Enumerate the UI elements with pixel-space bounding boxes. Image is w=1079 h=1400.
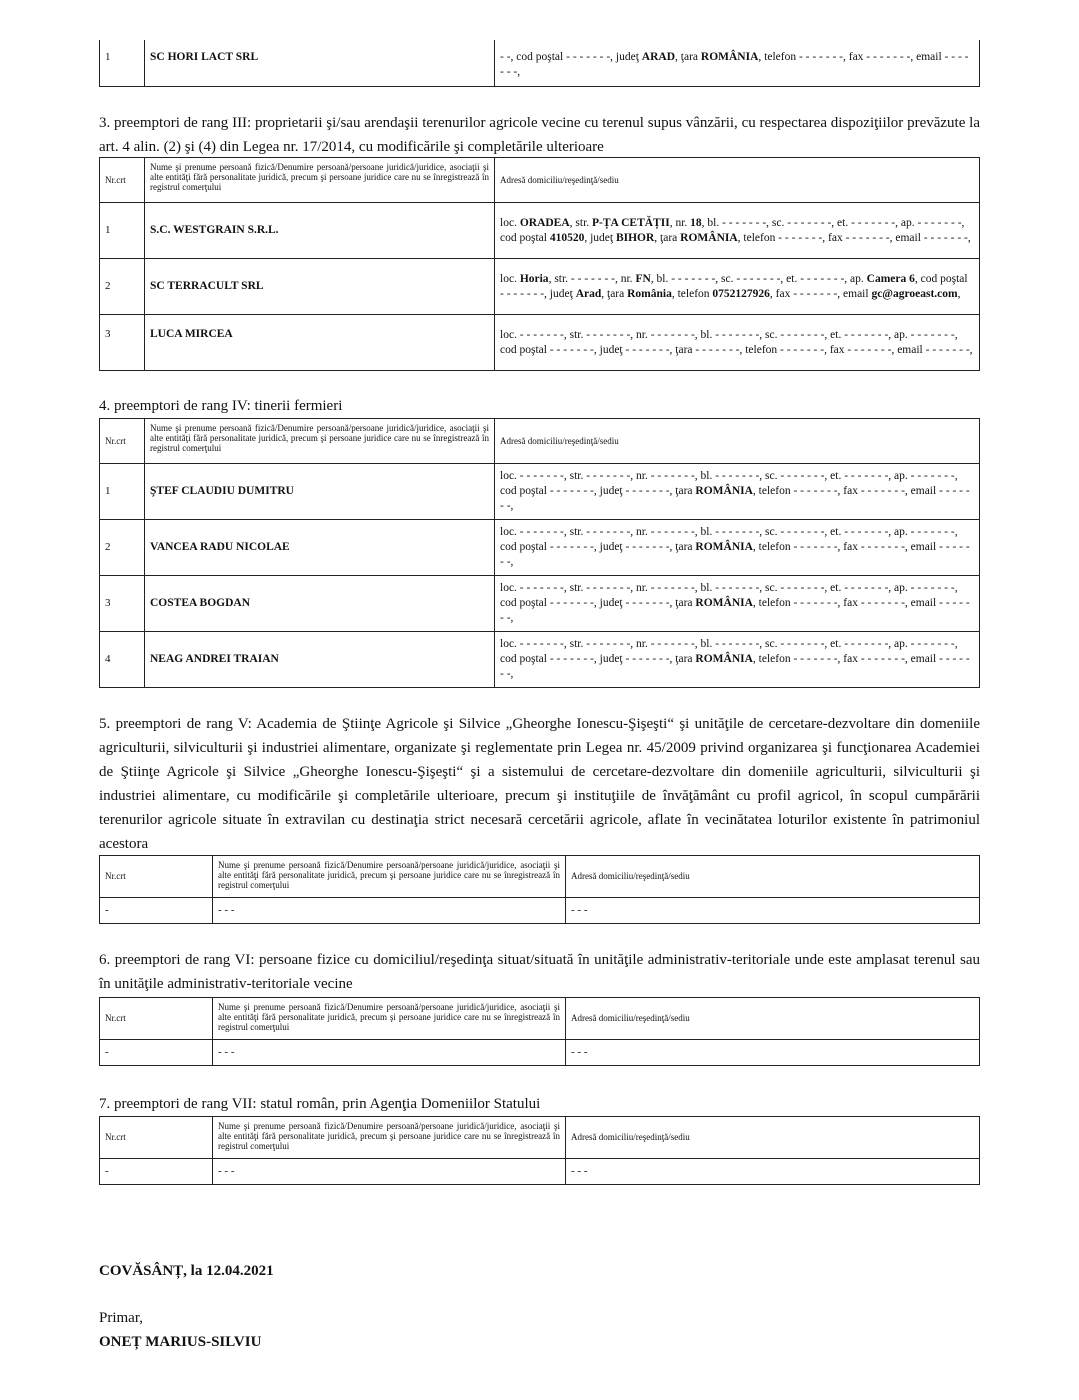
table-row xyxy=(100,40,980,86)
address-text: , ţara xyxy=(654,231,681,244)
table-header-row xyxy=(100,419,980,464)
address-value: ARAD xyxy=(641,51,676,63)
table-row xyxy=(100,576,980,632)
address-value: BIHOR xyxy=(615,231,655,244)
address-text: , telefon - - - - - - -, fax - - - - - - -, email - - - - - - -, xyxy=(500,51,969,78)
preemptor-address xyxy=(495,632,980,688)
preemptor-address xyxy=(495,315,980,371)
table-header-row xyxy=(100,856,980,898)
header-nr: Nr.crt xyxy=(100,158,145,203)
table-header-row xyxy=(100,1117,980,1159)
preemptor-address xyxy=(495,576,980,632)
header-name: Nume şi prenume persoană fizică/Denumire persoană/persoane juridică/juridice, asociaţii şi alte entităţi fără personalitate juridică, precum şi persoane juridice care nu se înregistrează în registrul comerţului xyxy=(213,1117,566,1159)
address-value: 18 xyxy=(690,216,702,229)
header-name: Nume şi prenume persoană fizică/Denumire persoană/persoane juridică/juridice, asociaţii şi alte entităţi fără personalitate juridică, precum şi persoane juridice care nu se înregistrează în registrul comerţului xyxy=(145,419,495,464)
address-text: loc. xyxy=(500,272,520,285)
header-address: Adresă domiciliu/reşedinţă/sediu xyxy=(495,419,980,464)
address-value: România xyxy=(627,287,672,300)
preemptor-address xyxy=(495,464,980,520)
header-address: Adresă domiciliu/reşedinţă/sediu xyxy=(495,158,980,203)
address-value: ORADEA xyxy=(519,216,570,229)
header-nr: Nr.crt xyxy=(100,998,213,1040)
address-text: , ţara xyxy=(675,51,701,63)
rang5-title: 5. preemptori de rang V: Academia de Ştiinţe Agricole şi Silvice „Gheorghe Ionescu-Şişeşti“ şi unităţile de cercetare-dezvoltare din domeniile agriculturii, silviculturii şi industriei alimentare, organizate şi reglementate prin Legea nr. 45/2009 privind organizarea şi funcţionarea Academiei de Ştiinţe Agricole şi Silvice „Gheorghe Ionescu-Şişeşti“ şi a sistemului de cercetare-dezvoltare din domeniile agriculturii, silviculturii şi industriei alimentare, cu modificările şi completările ulterioare, precum şi instituţiile de învăţământ cu profil agricol, în scopul cumpărării terenurilor agricole situate în extravilan cu destinaţia strict necesară cercetării agricole, aflate în vecinătatea loturilor existente în patrimoniul acestora xyxy=(99,716,980,852)
header-address: Adresă domiciliu/reşedinţă/sediu xyxy=(566,1117,980,1159)
address-text: , cod poştal - - - - - - -, judeţ xyxy=(500,272,968,300)
preemptor-name: NEAG ANDREI TRAIAN xyxy=(145,632,495,688)
address-text: , telefon - - - - - - -, fax - - - - - - -, email - - - - - - -, xyxy=(500,597,970,624)
address-text: , telefon - - - - - - -, fax - - - - - - -, email - - - - - - -, xyxy=(500,653,970,680)
preemptor-name: LUCA MIRCEA xyxy=(145,315,495,371)
address-value: Camera 6 xyxy=(866,272,915,285)
row-number: 2 xyxy=(100,259,145,315)
preemptor-name: VANCEA RADU NICOLAE xyxy=(145,520,495,576)
address-text: , fax - - - - - - -, email xyxy=(769,287,872,300)
table-row xyxy=(100,632,980,688)
table-row xyxy=(100,520,980,576)
address-text: loc. xyxy=(500,216,520,229)
preemptor-name: - - - xyxy=(213,1040,566,1066)
header-name: Nume şi prenume persoană fizică/Denumire persoană/persoane juridică/juridice, asociaţii şi alte entităţi fără personalitate juridică, precum şi persoane juridice care nu se înregistrează în registrul comerţului xyxy=(213,856,566,898)
header-nr: Nr.crt xyxy=(100,1117,213,1159)
preemptor-name: ŞTEF CLAUDIU DUMITRU xyxy=(145,464,495,520)
header-address: Adresă domiciliu/reşedinţă/sediu xyxy=(566,856,980,898)
rang5-table xyxy=(99,855,980,924)
address-value: 0752127926 xyxy=(712,287,770,300)
rang7-table xyxy=(99,1116,980,1185)
row-number: - xyxy=(100,1159,213,1185)
address-text: - -, cod poştal - - - - - - -, judeţ xyxy=(500,51,642,63)
address-text: , nr. xyxy=(669,216,691,229)
address-text: , telefon - - - - - - -, fax - - - - - - -, email - - - - - - -, xyxy=(737,231,971,244)
preemptor-name: S.C. WESTGRAIN S.R.L. xyxy=(145,203,495,259)
address-value: ROMÂNIA xyxy=(695,541,753,553)
table-row xyxy=(100,259,980,315)
rang6-title: 6. preemptori de rang VI: persoane fizice cu domiciliul/reşedinţa situat/situată în unităţile administrativ-teritoriale unde este amplasat terenul sau în unităţile administrativ-teritoriale vecine xyxy=(99,952,980,992)
address-text: loc. - - - - - - -, str. - - - - - - -, nr. - - - - - - -, bl. - - - - - - -, sc. - - - - - - -, et. - - - - - - -, ap. - - - - - - -, cod poştal - - - - - - -, judeţ - - - - - - -, ţara xyxy=(500,470,958,497)
row-number: - xyxy=(100,1040,213,1066)
address-value: ROMÂNIA xyxy=(695,597,753,609)
table-row xyxy=(100,315,980,371)
table-row xyxy=(100,1159,980,1185)
address-text: , str. xyxy=(569,216,593,229)
table-header-row xyxy=(100,158,980,203)
row-number: - xyxy=(100,898,213,924)
row-number: 1 xyxy=(100,40,145,86)
address-text: , bl. - - - - - - -, sc. - - - - - - -, et. - - - - - - -, ap. - - - - - - -, cod poştal xyxy=(500,216,965,244)
address-text: loc. - - - - - - -, str. - - - - - - -, nr. - - - - - - -, bl. - - - - - - -, sc. - - - - - - -, et. - - - - - - -, ap. - - - - - - -, cod poştal - - - - - - -, judeţ - - - - - - -, ţara - - - - - - -, telefon - - - - - - -, fax - - - - - - -, email - - - - - - -, xyxy=(500,328,973,356)
table-header-row xyxy=(100,998,980,1040)
address-text: , ţara xyxy=(601,287,628,300)
table-row xyxy=(100,464,980,520)
rang6-table xyxy=(99,997,980,1066)
address-value: ROMÂNIA xyxy=(680,231,738,244)
address-value: gc@agroeast.com xyxy=(871,287,958,300)
preemptor-address xyxy=(495,520,980,576)
rang2-table-tail xyxy=(99,40,980,87)
signatory-name: ONEȚ MARIUS-SILVIU xyxy=(99,1334,262,1350)
row-number: 3 xyxy=(100,576,145,632)
row-number: 2 xyxy=(100,520,145,576)
address-value: 410520 xyxy=(549,231,585,244)
table-row xyxy=(100,1040,980,1066)
rang3-title: 3. preemptori de rang III: proprietarii şi/sau arendaşii terenurilor agricole vecine cu terenul supus vânzării, cu respectarea dispoziţiilor prevăzute la art. 4 alin. (2) şi (4) din Legea nr. 17/2014, cu modificările şi completările ulterioare xyxy=(99,115,980,155)
table-row xyxy=(100,203,980,259)
preemptor-name: - - - xyxy=(213,898,566,924)
row-number: 1 xyxy=(100,203,145,259)
header-nr: Nr.crt xyxy=(100,856,213,898)
preemptor-address xyxy=(495,40,980,86)
rang4-title: 4. preemptori de rang IV: tinerii fermieri xyxy=(99,398,343,414)
place-date: COVĂSÂNȚ, la 12.04.2021 xyxy=(99,1263,274,1279)
preemptor-address: - - - xyxy=(566,1159,980,1185)
address-value: ROMÂNIA xyxy=(700,51,759,63)
signatory-role: Primar, xyxy=(99,1310,143,1326)
rang4-table xyxy=(99,418,980,688)
preemptor-address xyxy=(495,203,980,259)
preemptor-address xyxy=(495,259,980,315)
address-text: , xyxy=(957,287,961,300)
row-number: 1 xyxy=(100,464,145,520)
address-text: loc. - - - - - - -, str. - - - - - - -, nr. - - - - - - -, bl. - - - - - - -, sc. - - - - - - -, et. - - - - - - -, ap. - - - - - - -, cod poştal - - - - - - -, judeţ - - - - - - -, ţara xyxy=(500,526,958,553)
preemptor-name: SC TERRACULT SRL xyxy=(145,259,495,315)
preemptor-name: - - - xyxy=(213,1159,566,1185)
address-value: Horia xyxy=(519,272,549,285)
header-nr: Nr.crt xyxy=(100,419,145,464)
preemptor-name: SC HORI LACT SRL xyxy=(145,40,495,86)
address-text: , str. - - - - - - -, nr. xyxy=(548,272,636,285)
header-name: Nume şi prenume persoană fizică/Denumire persoană/persoane juridică/juridice, asociaţii şi alte entităţi fără personalitate juridică, precum şi persoane juridice care nu se înregistrează în registrul comerţului xyxy=(213,998,566,1040)
address-value: P-ȚA CETĂȚII xyxy=(592,216,670,229)
preemptor-address: - - - xyxy=(566,898,980,924)
preemptor-address: - - - xyxy=(566,1040,980,1066)
address-value: ROMÂNIA xyxy=(695,485,753,497)
table-row xyxy=(100,898,980,924)
address-text: , telefon xyxy=(671,287,713,300)
address-text: , bl. - - - - - - -, sc. - - - - - - -, et. - - - - - - -, ap. xyxy=(650,272,867,285)
preemptor-name: COSTEA BOGDAN xyxy=(145,576,495,632)
row-number: 4 xyxy=(100,632,145,688)
address-text: loc. - - - - - - -, str. - - - - - - -, nr. - - - - - - -, bl. - - - - - - -, sc. - - - - - - -, et. - - - - - - -, ap. - - - - - - -, cod poştal - - - - - - -, judeţ - - - - - - -, ţara xyxy=(500,582,958,609)
rang3-table xyxy=(99,157,980,371)
address-text: , judeţ xyxy=(584,231,616,244)
header-name: Nume şi prenume persoană fizică/Denumire persoană/persoane juridică/juridice, asociaţii şi alte entităţi fără personalitate juridică, precum şi persoane juridice care nu se înregistrează în registrul comerţului xyxy=(145,158,495,203)
address-text: , telefon - - - - - - -, fax - - - - - - -, email - - - - - - -, xyxy=(500,541,970,568)
address-text: loc. - - - - - - -, str. - - - - - - -, nr. - - - - - - -, bl. - - - - - - -, sc. - - - - - - -, et. - - - - - - -, ap. - - - - - - -, cod poştal - - - - - - -, judeţ - - - - - - -, ţara xyxy=(500,638,958,665)
rang7-title: 7. preemptori de rang VII: statul român, prin Agenţia Domeniilor Statului xyxy=(99,1096,541,1112)
address-text: , telefon - - - - - - -, fax - - - - - - -, email - - - - - - -, xyxy=(500,485,970,512)
address-value: Arad xyxy=(575,287,602,300)
address-value: FN xyxy=(635,272,651,285)
address-value: ROMÂNIA xyxy=(695,653,753,665)
header-address: Adresă domiciliu/reşedinţă/sediu xyxy=(566,998,980,1040)
row-number: 3 xyxy=(100,315,145,371)
